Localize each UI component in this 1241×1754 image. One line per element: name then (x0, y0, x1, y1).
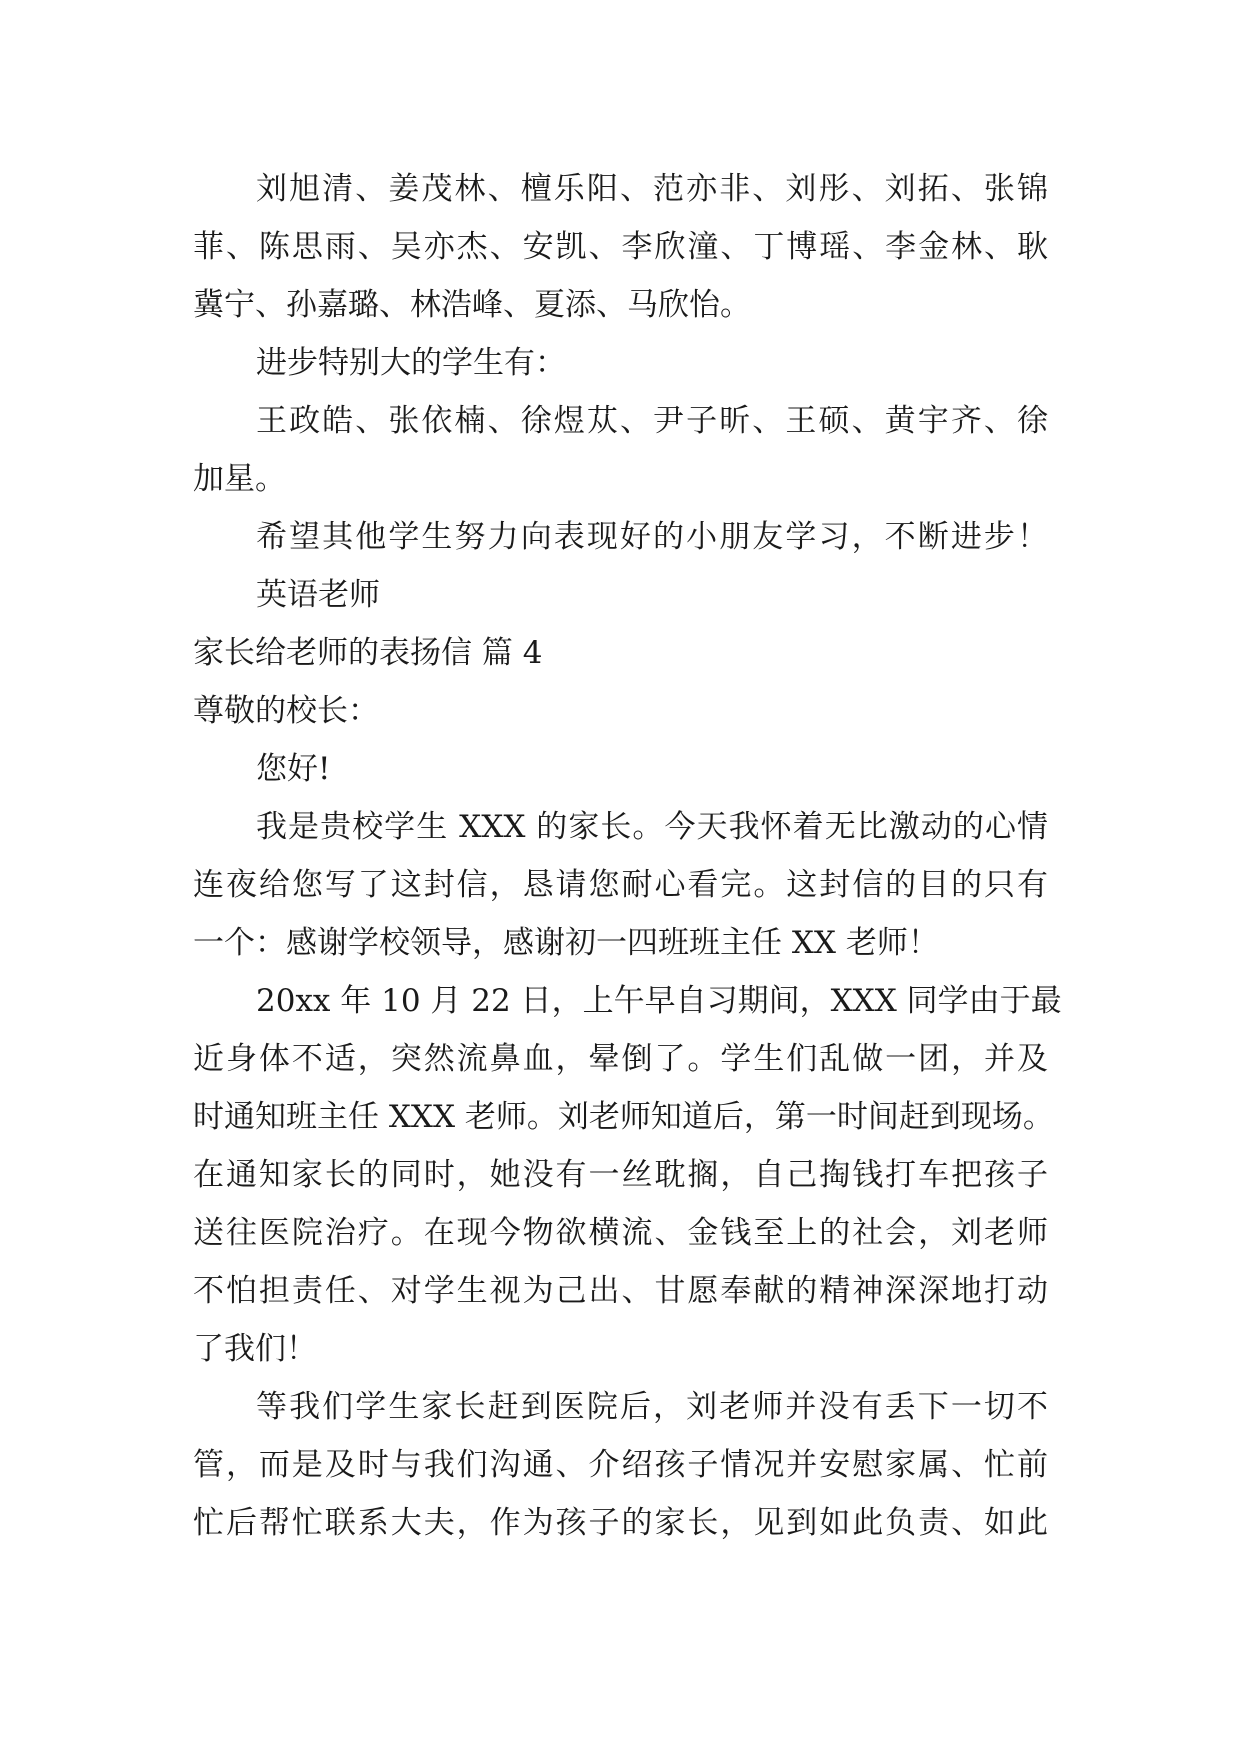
text-line: 王政皓、张依楠、徐煜苁、尹子昕、王硕、黄宇齐、徐 (256, 403, 1048, 439)
text-line: 加星。 (193, 461, 286, 497)
text-line: 时通知班主任 XXX 老师。刘老师知道后，第一时间赶到现场。 (193, 1099, 1054, 1135)
text-line: 冀宁、孙嘉璐、林浩峰、夏添、马欣怡。 (193, 287, 751, 323)
text-line: 希望其他学生努力向表现好的小朋友学习，不断进步！ (256, 519, 1048, 555)
text-line: 20xx 年 10 月 22 日，上午早自习期间，XXX 同学由于最 (256, 983, 1062, 1019)
text-line: 等我们学生家长赶到医院后，刘老师并没有丢下一切不 (256, 1389, 1048, 1425)
text-line: 近身体不适，突然流鼻血，晕倒了。学生们乱做一团，并及 (193, 1041, 1048, 1077)
text-line: 不怕担责任、对学生视为己出、甘愿奉献的精神深深地打动 (193, 1273, 1048, 1309)
text-line: 我是贵校学生 XXX 的家长。今天我怀着无比激动的心情 (256, 809, 1048, 845)
text-line: 了我们！ (193, 1331, 317, 1367)
text-line: 管，而是及时与我们沟通、介绍孩子情况并安慰家属、忙前 (193, 1447, 1048, 1483)
section-heading: 家长给老师的表扬信 篇 4 (193, 635, 543, 671)
text-line: 连夜给您写了这封信，恳请您耐心看完。这封信的目的只有 (193, 867, 1048, 903)
text-line: 菲、陈思雨、吴亦杰、安凯、李欣潼、丁博瑶、李金林、耿 (193, 229, 1048, 265)
text-line: 忙后帮忙联系大夫，作为孩子的家长，见到如此负责、如此 (193, 1505, 1048, 1541)
signature-line: 英语老师 (256, 577, 380, 613)
text-line: 送往医院治疗。在现今物欲横流、金钱至上的社会，刘老师 (193, 1215, 1048, 1251)
document-page (193, 160, 1062, 1552)
text-line: 刘旭清、姜茂林、檀乐阳、范亦非、刘彤、刘拓、张锦 (256, 171, 1048, 207)
text-line: 在通知家长的同时，她没有一丝耽搁，自己掏钱打车把孩子 (193, 1157, 1048, 1193)
salutation: 尊敬的校长： (193, 693, 379, 729)
text-line: 一个：感谢学校领导，感谢初一四班班主任 XX 老师！ (193, 925, 939, 961)
text-line: 进步特别大的学生有： (256, 345, 566, 381)
greeting: 您好! (256, 751, 331, 787)
